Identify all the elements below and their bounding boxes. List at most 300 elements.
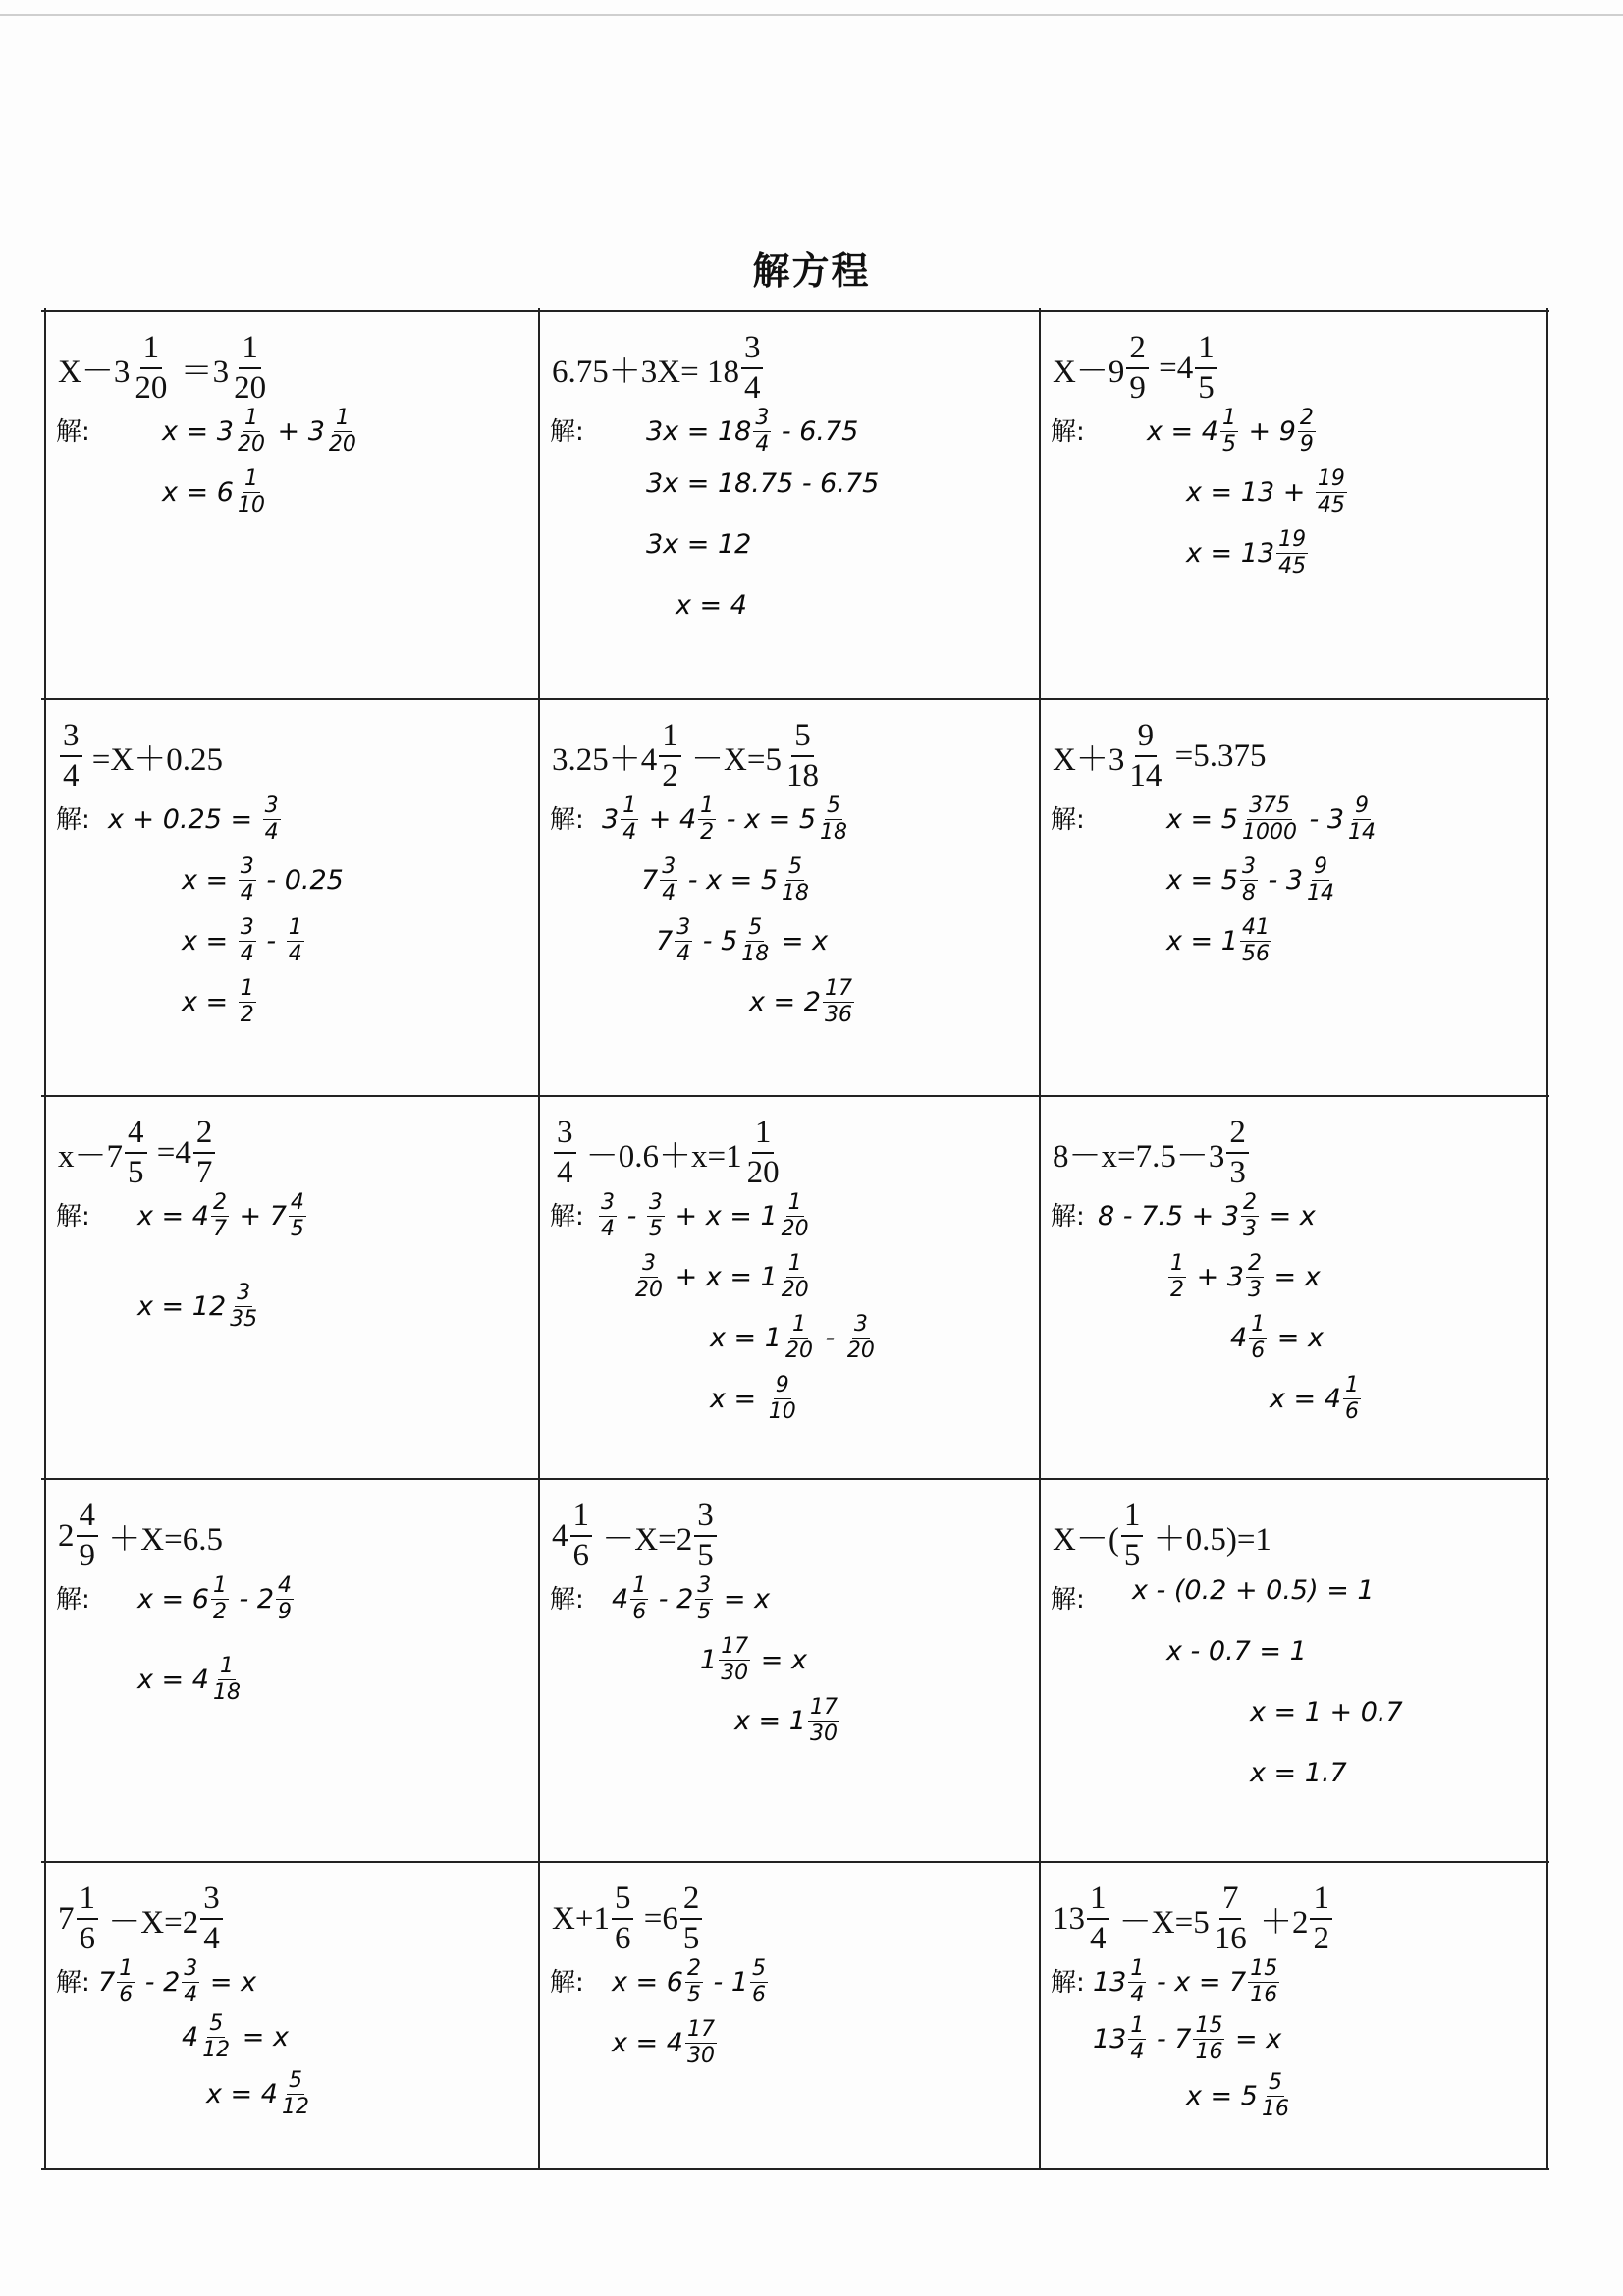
math-text: 7 <box>656 926 674 957</box>
math-text: x = 1.7 <box>1250 1758 1347 1788</box>
math-text: =5.375 <box>1166 738 1267 774</box>
fraction <box>823 978 854 1026</box>
numerator: 3 <box>554 1117 576 1154</box>
math-text: x = 13 + <box>1186 477 1314 508</box>
math-text: - 2 <box>230 1584 275 1614</box>
math-text: - x = 7 <box>1148 1967 1247 1997</box>
math-text: －X=5 <box>682 741 782 778</box>
math-text: = x <box>234 2022 289 2052</box>
math-text: X+1 <box>552 1900 610 1937</box>
solution-step <box>108 795 283 844</box>
numerator: 5 <box>788 854 803 879</box>
numerator: 15 <box>1195 2013 1223 2038</box>
solution-step <box>182 856 344 904</box>
denominator: 16 <box>1250 1983 1278 2007</box>
numerator: 2 <box>1299 406 1314 430</box>
numerator: 17 <box>721 1634 749 1659</box>
math-text: x = 1 <box>1166 926 1238 957</box>
problem-equation <box>1053 1883 1334 1955</box>
fraction <box>1168 1253 1186 1301</box>
denominator: 20 <box>781 1217 809 1241</box>
fraction <box>280 2070 311 2118</box>
denominator: 16 <box>1195 2040 1223 2064</box>
numerator: 4 <box>290 1190 304 1215</box>
denominator: 4 <box>203 1921 220 1956</box>
math-text: + 7 <box>230 1201 287 1231</box>
numerator: 5 <box>752 1956 767 1981</box>
solution-step <box>1186 468 1349 517</box>
numerator: 17 <box>809 1695 838 1720</box>
math-text: - 3 <box>1259 865 1304 896</box>
fraction <box>228 1283 259 1331</box>
fraction <box>200 2013 232 2061</box>
fraction <box>211 1656 243 1704</box>
problem-equation <box>1053 332 1219 405</box>
solution-step <box>631 1253 813 1301</box>
numerator: 3 <box>200 1883 223 1920</box>
denominator: 45 <box>1278 554 1307 578</box>
math-text: 2 <box>58 1517 75 1554</box>
denominator: 36 <box>824 1003 852 1027</box>
solution-step <box>641 856 813 904</box>
denominator: 20 <box>746 1155 780 1190</box>
fraction <box>1128 1958 1146 2006</box>
denominator: 16 <box>1214 1921 1247 1956</box>
math-text: x = 4 <box>612 2028 683 2058</box>
denominator: 2 <box>212 1600 227 1624</box>
math-text: x = 13 <box>1186 538 1275 569</box>
math-text: x = 1 <box>710 1323 782 1353</box>
math-text: x + 0.25 = <box>108 804 261 835</box>
fraction <box>659 720 681 793</box>
solution-step <box>597 1192 813 1240</box>
math-text: x = 5 <box>1186 2081 1258 2111</box>
numerator: 2 <box>1243 1190 1257 1215</box>
fraction <box>211 1192 229 1240</box>
fraction <box>685 2019 717 2067</box>
math-text: x = 1 + 0.7 <box>1250 1697 1403 1727</box>
solution-step <box>137 1656 244 1704</box>
denominator: 4 <box>240 942 254 966</box>
solution-label: 解: <box>1051 805 1085 835</box>
math-text: + 4 <box>640 804 697 835</box>
denominator: 8 <box>1241 881 1256 905</box>
solution-step <box>137 1192 308 1240</box>
denominator: 5 <box>1123 1538 1141 1573</box>
problem-equation <box>58 1883 225 1955</box>
fraction <box>744 1117 783 1189</box>
numerator: 1 <box>140 332 163 369</box>
math-text: x = <box>710 1384 765 1414</box>
grid-hline-2 <box>41 1095 1549 1097</box>
denominator: 16 <box>1261 2097 1289 2121</box>
solution-step <box>162 468 269 517</box>
solution-step <box>1166 1253 1321 1301</box>
numerator: 19 <box>1317 466 1345 491</box>
fraction <box>77 1500 99 1572</box>
numerator: 3 <box>240 915 254 940</box>
numerator: 3 <box>642 1251 656 1276</box>
numerator: 3 <box>601 1190 615 1215</box>
denominator: 45 <box>1317 493 1345 518</box>
fraction <box>239 978 256 1026</box>
fraction <box>780 856 811 904</box>
fraction <box>1310 1883 1332 1955</box>
numerator: 2 <box>680 1883 703 1920</box>
fraction <box>1260 2072 1291 2120</box>
denominator: 9 <box>79 1538 95 1573</box>
fraction <box>784 720 822 793</box>
fraction <box>818 795 849 844</box>
fraction <box>239 856 256 904</box>
numerator: 1 <box>239 332 261 369</box>
math-text: 8 - 7.5 + 3 <box>1098 1201 1239 1231</box>
fraction <box>1298 408 1316 456</box>
numerator: 3 <box>237 1281 251 1305</box>
denominator: 6 <box>1251 1339 1266 1363</box>
numerator: 1 <box>787 1190 802 1215</box>
fraction <box>211 1575 229 1623</box>
numerator: 1 <box>791 1312 806 1337</box>
numerator: 9 <box>1135 720 1158 757</box>
math-text: 8－x=7.5－3 <box>1053 1138 1225 1175</box>
solution-label: 解: <box>550 1968 584 1997</box>
solution-step <box>1186 529 1310 577</box>
math-text: x = 6 <box>162 477 234 508</box>
denominator: 6 <box>1344 1399 1359 1424</box>
numerator: 1 <box>288 915 302 940</box>
numerator: 3 <box>697 1573 712 1598</box>
solution-label: 解: <box>56 417 90 447</box>
math-text: 7 <box>641 865 659 896</box>
denominator: 10 <box>768 1399 796 1424</box>
numerator: 3 <box>694 1500 717 1537</box>
fraction <box>753 408 771 456</box>
math-text: X＋3 <box>1053 741 1125 778</box>
solution-step <box>656 917 828 965</box>
fraction <box>182 1958 199 2006</box>
solution-step <box>162 408 360 456</box>
fraction <box>1126 720 1164 793</box>
math-text: - <box>619 1201 645 1231</box>
math-text: x = 4 <box>676 590 747 621</box>
math-text: + x = 1 <box>667 1262 778 1292</box>
numerator: 3 <box>60 720 82 757</box>
solution-step <box>1250 1697 1403 1727</box>
numerator: 1 <box>752 1117 775 1154</box>
numerator: 3 <box>648 1190 663 1215</box>
solution-step <box>700 1636 807 1684</box>
solution-step <box>1093 1958 1281 2006</box>
fraction <box>287 917 304 965</box>
fraction <box>1240 917 1271 965</box>
denominator: 20 <box>237 432 265 457</box>
fraction <box>1121 1500 1144 1572</box>
numerator: 1 <box>243 406 258 430</box>
denominator: 5 <box>1198 370 1215 406</box>
fraction <box>1220 408 1238 456</box>
math-text: - 0.25 <box>257 865 344 896</box>
math-text: =6 <box>635 1900 678 1937</box>
solution-step <box>612 2019 719 2067</box>
fraction <box>200 1883 223 1955</box>
math-text: 4 <box>182 2022 199 2052</box>
denominator: 4 <box>662 881 676 905</box>
numerator: 17 <box>686 2017 715 2042</box>
problem-equation <box>552 1117 784 1189</box>
denominator: 18 <box>820 820 848 845</box>
math-text: x = 5 <box>1166 804 1238 835</box>
problem-equation <box>58 1117 217 1189</box>
math-text: 1 <box>700 1645 718 1675</box>
denominator: 2 <box>240 1003 254 1027</box>
math-text: = x <box>201 1967 257 1997</box>
math-text: x - 0.7 = 1 <box>1166 1636 1307 1667</box>
denominator: 35 <box>230 1307 258 1332</box>
fraction <box>1126 332 1149 405</box>
problem-equation <box>1053 1500 1271 1572</box>
math-text: －X=5 <box>1110 1904 1210 1941</box>
denominator: 7 <box>212 1217 227 1241</box>
math-text: x = <box>182 926 237 957</box>
numerator: 2 <box>212 1190 227 1215</box>
fraction <box>327 408 358 456</box>
math-text: + 3 <box>268 416 325 447</box>
grid-vline-1 <box>538 308 540 2170</box>
math-text: －0.6＋x=1 <box>577 1138 742 1175</box>
denominator: 56 <box>1241 942 1270 966</box>
solution-step <box>612 1575 770 1623</box>
math-text: 6.75＋3X= 18 <box>552 354 739 390</box>
math-text: ＋2 <box>1251 1904 1309 1941</box>
math-text: x = <box>182 987 237 1017</box>
denominator: 14 <box>1129 758 1163 793</box>
solution-step <box>676 590 747 621</box>
math-text: x = 6 <box>612 1967 683 1997</box>
grid-vline-3 <box>1546 308 1548 2170</box>
denominator: 20 <box>328 432 356 457</box>
denominator: 6 <box>614 1921 631 1956</box>
numerator: 375 <box>1248 793 1290 818</box>
solution-label: 解: <box>550 417 584 447</box>
math-text: 7 <box>98 1967 116 1997</box>
math-text: 3x = 18 <box>646 416 752 447</box>
numerator: 2 <box>686 1956 701 1981</box>
numerator: 1 <box>659 720 681 757</box>
solution-step <box>602 795 851 844</box>
fraction <box>1305 856 1336 904</box>
math-text: - 5 <box>694 926 738 957</box>
fraction <box>1248 1958 1279 2006</box>
math-text: + x = 1 <box>666 1201 778 1231</box>
fraction <box>1087 1883 1109 1955</box>
solution-step <box>646 408 858 456</box>
page-title: 解方程 <box>752 248 871 293</box>
solution-step <box>137 1575 296 1623</box>
denominator: 5 <box>686 1983 701 2007</box>
fraction <box>845 1314 877 1362</box>
numerator: 3 <box>1241 854 1256 879</box>
numerator: 3 <box>741 332 764 369</box>
numerator: 1 <box>787 1251 802 1276</box>
denominator: 12 <box>202 2038 231 2062</box>
grid-vline-0 <box>44 308 46 2170</box>
solution-step <box>137 1283 261 1331</box>
math-text: 13 <box>1093 2024 1127 2054</box>
solution-step <box>98 1958 256 2006</box>
fraction <box>117 1958 135 2006</box>
denominator: 9 <box>278 1600 293 1624</box>
denominator: 3 <box>1247 1278 1262 1302</box>
math-text: 3 <box>602 804 620 835</box>
solution-step <box>182 917 306 965</box>
denominator: 20 <box>135 370 168 406</box>
fraction <box>1241 1192 1259 1240</box>
fraction <box>750 1958 768 2006</box>
denominator: 20 <box>234 370 267 406</box>
math-text: 3.25＋4 <box>552 741 658 778</box>
fraction <box>263 795 281 844</box>
fraction <box>698 795 716 844</box>
fraction <box>675 917 692 965</box>
math-text: =4 <box>148 1134 191 1171</box>
numerator: 2 <box>1226 1117 1249 1154</box>
math-text: 7 <box>58 1900 75 1937</box>
denominator: 6 <box>572 1538 589 1573</box>
math-text: 4 <box>552 1517 568 1554</box>
solution-step <box>1166 1636 1307 1667</box>
denominator: 3 <box>1229 1155 1246 1190</box>
math-text: 13 <box>1093 1967 1127 1997</box>
fraction <box>1346 795 1378 844</box>
denominator: 4 <box>743 370 761 406</box>
denominator: 9 <box>1129 370 1146 406</box>
grid-hline-5 <box>41 2168 1549 2170</box>
grid-hline-4 <box>41 1861 1549 1863</box>
denominator: 20 <box>635 1278 663 1302</box>
numerator: 3 <box>853 1312 868 1337</box>
denominator: 6 <box>752 1983 767 2007</box>
math-text: 4 <box>1230 1323 1248 1353</box>
numerator: 1 <box>1221 406 1236 430</box>
denominator: 5 <box>697 1600 712 1624</box>
problem-equation <box>552 720 824 793</box>
math-text: x = 4 <box>1270 1384 1341 1414</box>
fraction <box>1276 529 1308 577</box>
solution-label: 解: <box>56 1585 90 1614</box>
numerator: 5 <box>209 2011 224 2036</box>
solution-step <box>1093 2015 1281 2063</box>
grid-hline-0 <box>41 310 1549 312</box>
numerator: 1 <box>1130 2013 1145 2038</box>
math-text: 3x = 12 <box>646 529 752 560</box>
denominator: 6 <box>632 1600 647 1624</box>
denominator: 20 <box>781 1278 809 1302</box>
fraction <box>1226 1117 1249 1189</box>
fraction <box>193 1117 216 1189</box>
math-text: - <box>816 1323 843 1353</box>
numerator: 1 <box>1310 1883 1332 1920</box>
numerator: 7 <box>1219 1883 1242 1920</box>
math-text: - x = 5 <box>679 865 779 896</box>
numerator: 1 <box>77 1883 99 1920</box>
fraction <box>236 408 267 456</box>
math-text: 13 <box>1053 1900 1085 1937</box>
denominator: 5 <box>290 1217 304 1241</box>
solution-step <box>612 1958 770 2006</box>
numerator: 17 <box>824 976 852 1001</box>
numerator: 3 <box>264 793 279 818</box>
problem-equation <box>552 1883 704 1955</box>
solution-step <box>734 1697 841 1745</box>
fraction <box>1240 856 1258 904</box>
math-text: - 6.75 <box>773 416 859 447</box>
solution-step <box>1147 408 1318 456</box>
numerator: 1 <box>1121 1500 1144 1537</box>
denominator: 4 <box>1090 1921 1107 1956</box>
denominator: 4 <box>288 942 302 966</box>
math-text: - 2 <box>650 1584 694 1614</box>
math-text: x = 1 <box>734 1706 806 1736</box>
math-text: = x <box>715 1584 771 1614</box>
grid-vline-2 <box>1039 308 1041 2170</box>
denominator: 9 <box>1299 432 1314 457</box>
solution-label: 解: <box>550 805 584 835</box>
denominator: 5 <box>648 1217 663 1241</box>
solution-label: 解: <box>56 1968 90 1997</box>
solution-step <box>646 468 879 499</box>
fraction <box>780 1253 811 1301</box>
numerator: 1 <box>1344 1373 1359 1397</box>
math-text: - x = 5 <box>718 804 817 835</box>
solution-step <box>1132 1575 1375 1606</box>
solution-step <box>1098 1192 1316 1240</box>
solution-label: 解: <box>1051 417 1085 447</box>
fraction <box>1249 1314 1267 1362</box>
fraction <box>633 1253 665 1301</box>
fraction <box>570 1500 593 1572</box>
denominator: 10 <box>237 493 265 518</box>
solution-label: 解: <box>1051 1202 1085 1231</box>
numerator: 5 <box>791 720 814 757</box>
numerator: 4 <box>125 1117 147 1154</box>
fraction <box>694 1500 717 1572</box>
scan-edge <box>0 14 1623 16</box>
fraction <box>647 1192 665 1240</box>
math-text: ＋X=6.5 <box>100 1521 223 1558</box>
solution-step <box>182 978 258 1026</box>
numerator: 3 <box>184 1956 198 1981</box>
fraction <box>784 1314 815 1362</box>
solution-step <box>1166 917 1273 965</box>
numerator: 1 <box>632 1573 647 1598</box>
denominator: 30 <box>686 2044 715 2068</box>
solution-step <box>749 978 856 1026</box>
denominator: 18 <box>782 881 810 905</box>
math-text: x - (0.2 + 0.5) = 1 <box>1132 1575 1375 1606</box>
solution-step <box>1186 2072 1293 2120</box>
math-text: - 3 <box>1300 804 1345 835</box>
math-text: X－3 <box>58 354 131 390</box>
solution-step <box>1250 1758 1347 1788</box>
grid-hline-1 <box>41 698 1549 700</box>
numerator: 19 <box>1278 527 1307 552</box>
numerator: 2 <box>1126 332 1149 369</box>
solution-step <box>206 2070 313 2118</box>
solution-label: 解: <box>1051 1968 1085 1997</box>
solution-label: 解: <box>550 1202 584 1231</box>
fraction <box>132 332 170 405</box>
